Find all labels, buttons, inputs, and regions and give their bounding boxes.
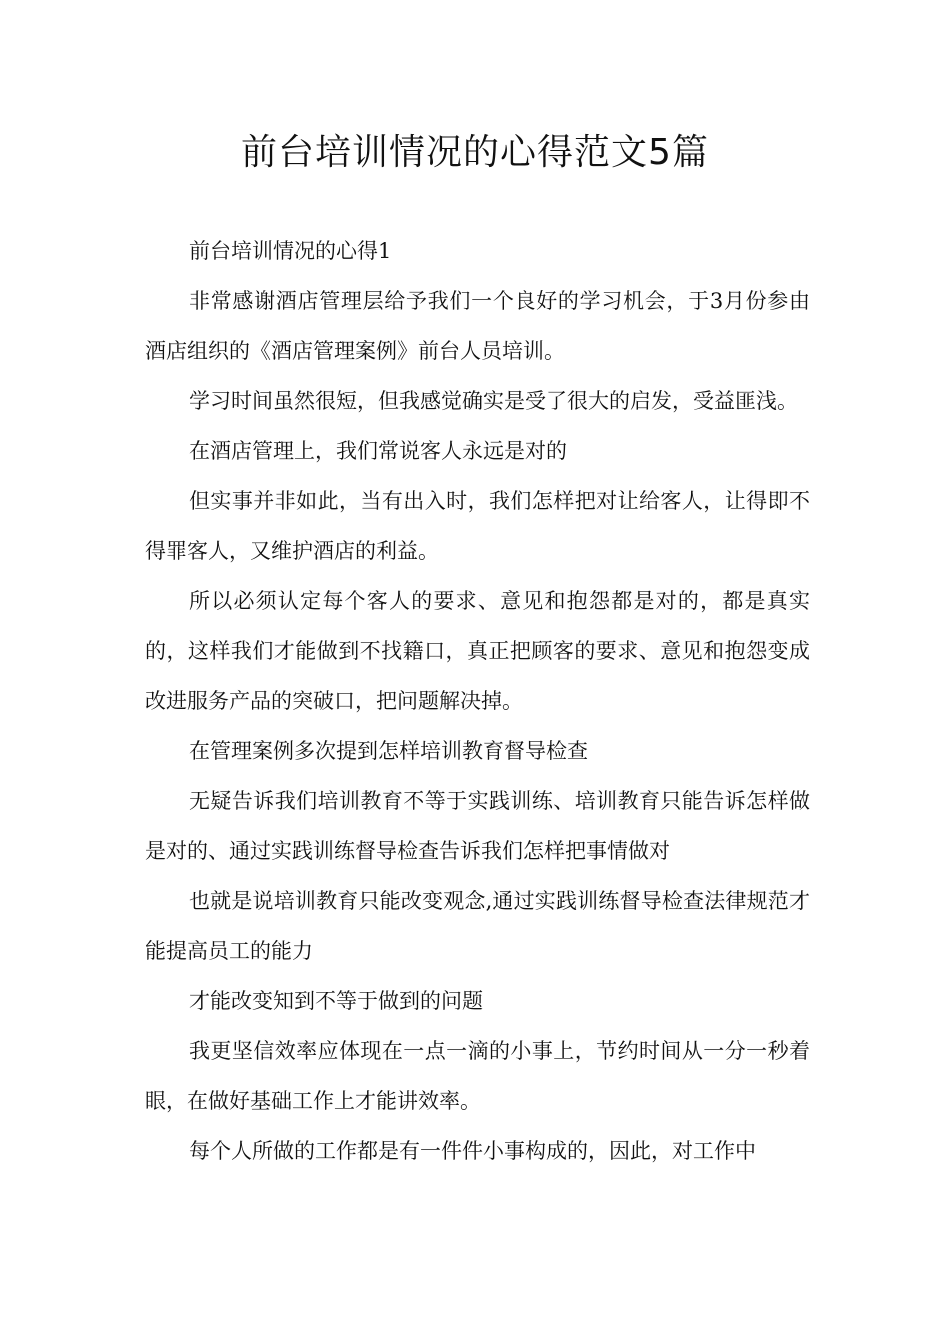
paragraph: 才能改变知到不等于做到的问题	[189, 989, 483, 1013]
paragraph: 但实事并非如此，当有出入时，我们怎样把对让给客人，让得即不得罪客人，又维护酒店的利益。	[145, 489, 810, 563]
paragraph: 每个人所做的工作都是有一件件小事构成的，因此，对工作中	[189, 1139, 756, 1163]
document-title: 前台培训情况的心得范文5篇	[241, 132, 709, 173]
paragraph: 也就是说培训教育只能改变观念,通过实践训练督导检查法律规范才能提高员工的能力	[145, 889, 810, 963]
paragraph: 我更坚信效率应体现在一点一滴的小事上，节约时间从一分一秒着眼，在做好基础工作上才能讲效率。	[145, 1039, 810, 1113]
paragraph: 非常感谢酒店管理层给予我们一个良好的学习机会，于3月份参由酒店组织的《酒店管理案例》前台人员培训。	[145, 289, 810, 363]
paragraph: 学习时间虽然很短，但我感觉确实是受了很大的启发，受益匪浅。	[189, 389, 798, 413]
section-heading: 前台培训情况的心得1	[189, 239, 392, 263]
document-body	[145, 226, 810, 1176]
paragraph: 在酒店管理上，我们常说客人永远是对的	[189, 439, 567, 463]
paragraph: 无疑告诉我们培训教育不等于实践训练、培训教育只能告诉怎样做是对的、通过实践训练督导检查告诉我们怎样把事情做对	[145, 789, 810, 863]
paragraph: 在管理案例多次提到怎样培训教育督导检查	[189, 739, 588, 763]
paragraph: 所以必须认定每个客人的要求、意见和抱怨都是对的，都是真实的，这样我们才能做到不找籍口，真正把顾客的要求、意见和抱怨变成改进服务产品的突破口，把问题解决掉。	[145, 589, 810, 713]
